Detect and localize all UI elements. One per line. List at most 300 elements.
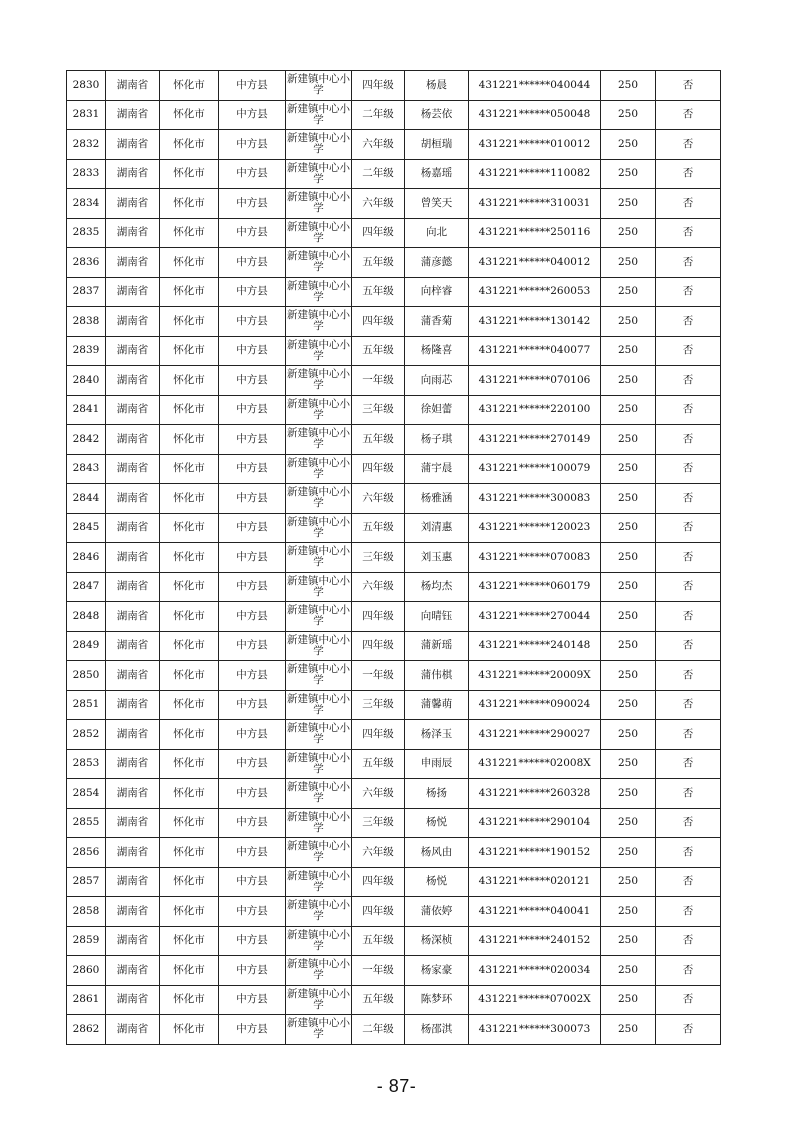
student-name-cell: 杨泽玉 [405, 720, 469, 750]
student-name-cell: 向雨芯 [405, 366, 469, 396]
id-number-cell: 431221******110082 [469, 159, 601, 189]
county-cell: 中方县 [219, 602, 286, 632]
county-cell: 中方县 [219, 218, 286, 248]
student-name-cell: 刘玉惠 [405, 543, 469, 573]
amount-cell: 250 [601, 307, 656, 337]
student-name-cell: 杨隆喜 [405, 336, 469, 366]
id-number-cell: 431221******250116 [469, 218, 601, 248]
grade-cell: 六年级 [352, 130, 405, 160]
province-cell: 湖南省 [106, 779, 160, 809]
row-number-cell: 2857 [67, 867, 106, 897]
row-number-cell: 2847 [67, 572, 106, 602]
id-number-cell: 431221******130142 [469, 307, 601, 337]
student-name-cell: 蒲依婷 [405, 897, 469, 927]
city-cell: 怀化市 [160, 366, 219, 396]
amount-cell: 250 [601, 425, 656, 455]
flag-cell: 否 [656, 661, 721, 691]
id-number-cell: 431221******090024 [469, 690, 601, 720]
grade-cell: 五年级 [352, 749, 405, 779]
grade-cell: 五年级 [352, 277, 405, 307]
school-cell: 新建镇中心小学 [286, 838, 352, 868]
flag-cell: 否 [656, 867, 721, 897]
school-cell: 新建镇中心小学 [286, 336, 352, 366]
county-cell: 中方县 [219, 720, 286, 750]
id-number-cell: 431221******20009X [469, 661, 601, 691]
id-number-cell: 431221******040044 [469, 71, 601, 101]
city-cell: 怀化市 [160, 1015, 219, 1045]
row-number-cell: 2850 [67, 661, 106, 691]
city-cell: 怀化市 [160, 572, 219, 602]
table-row [67, 1015, 721, 1045]
province-cell: 湖南省 [106, 808, 160, 838]
table-row [67, 779, 721, 809]
school-cell: 新建镇中心小学 [286, 189, 352, 219]
id-number-cell: 431221******310031 [469, 189, 601, 219]
flag-cell: 否 [656, 926, 721, 956]
county-cell: 中方县 [219, 1015, 286, 1045]
city-cell: 怀化市 [160, 100, 219, 130]
grade-cell: 三年级 [352, 543, 405, 573]
county-cell: 中方县 [219, 277, 286, 307]
city-cell: 怀化市 [160, 631, 219, 661]
grade-cell: 四年级 [352, 897, 405, 927]
id-number-cell: 431221******300073 [469, 1015, 601, 1045]
table-row [67, 307, 721, 337]
province-cell: 湖南省 [106, 395, 160, 425]
province-cell: 湖南省 [106, 71, 160, 101]
student-name-cell: 曾笑天 [405, 189, 469, 219]
school-cell: 新建镇中心小学 [286, 395, 352, 425]
id-number-cell: 431221******300083 [469, 484, 601, 514]
school-cell: 新建镇中心小学 [286, 867, 352, 897]
grade-cell: 五年级 [352, 513, 405, 543]
student-name-cell: 申雨辰 [405, 749, 469, 779]
school-cell: 新建镇中心小学 [286, 631, 352, 661]
school-cell: 新建镇中心小学 [286, 956, 352, 986]
city-cell: 怀化市 [160, 336, 219, 366]
flag-cell: 否 [656, 602, 721, 632]
row-number-cell: 2839 [67, 336, 106, 366]
school-cell: 新建镇中心小学 [286, 71, 352, 101]
city-cell: 怀化市 [160, 130, 219, 160]
row-number-cell: 2844 [67, 484, 106, 514]
school-cell: 新建镇中心小学 [286, 690, 352, 720]
city-cell: 怀化市 [160, 867, 219, 897]
province-cell: 湖南省 [106, 100, 160, 130]
student-name-cell: 蒲香菊 [405, 307, 469, 337]
amount-cell: 250 [601, 690, 656, 720]
grade-cell: 一年级 [352, 956, 405, 986]
table-row [67, 395, 721, 425]
table-row [67, 985, 721, 1015]
province-cell: 湖南省 [106, 867, 160, 897]
row-number-cell: 2854 [67, 779, 106, 809]
province-cell: 湖南省 [106, 956, 160, 986]
amount-cell: 250 [601, 71, 656, 101]
city-cell: 怀化市 [160, 307, 219, 337]
flag-cell: 否 [656, 749, 721, 779]
id-number-cell: 431221******270044 [469, 602, 601, 632]
amount-cell: 250 [601, 749, 656, 779]
table-row [67, 513, 721, 543]
student-name-cell: 杨邵淇 [405, 1015, 469, 1045]
row-number-cell: 2830 [67, 71, 106, 101]
flag-cell: 否 [656, 395, 721, 425]
flag-cell: 否 [656, 897, 721, 927]
county-cell: 中方县 [219, 100, 286, 130]
table-row [67, 631, 721, 661]
amount-cell: 250 [601, 661, 656, 691]
flag-cell: 否 [656, 985, 721, 1015]
table-row [67, 366, 721, 396]
id-number-cell: 431221******010012 [469, 130, 601, 160]
school-cell: 新建镇中心小学 [286, 218, 352, 248]
table-row [67, 336, 721, 366]
school-cell: 新建镇中心小学 [286, 159, 352, 189]
flag-cell: 否 [656, 189, 721, 219]
row-number-cell: 2842 [67, 425, 106, 455]
city-cell: 怀化市 [160, 838, 219, 868]
city-cell: 怀化市 [160, 277, 219, 307]
flag-cell: 否 [656, 307, 721, 337]
city-cell: 怀化市 [160, 425, 219, 455]
county-cell: 中方县 [219, 71, 286, 101]
table-row [67, 130, 721, 160]
province-cell: 湖南省 [106, 749, 160, 779]
grade-cell: 五年级 [352, 248, 405, 278]
id-number-cell: 431221******040012 [469, 248, 601, 278]
city-cell: 怀化市 [160, 749, 219, 779]
province-cell: 湖南省 [106, 159, 160, 189]
amount-cell: 250 [601, 631, 656, 661]
province-cell: 湖南省 [106, 838, 160, 868]
county-cell: 中方县 [219, 838, 286, 868]
province-cell: 湖南省 [106, 277, 160, 307]
amount-cell: 250 [601, 808, 656, 838]
grade-cell: 三年级 [352, 690, 405, 720]
grade-cell: 一年级 [352, 661, 405, 691]
county-cell: 中方县 [219, 779, 286, 809]
province-cell: 湖南省 [106, 484, 160, 514]
table-body [67, 71, 721, 1045]
table-row [67, 956, 721, 986]
row-number-cell: 2843 [67, 454, 106, 484]
grade-cell: 二年级 [352, 100, 405, 130]
county-cell: 中方县 [219, 307, 286, 337]
id-number-cell: 431221******100079 [469, 454, 601, 484]
city-cell: 怀化市 [160, 720, 219, 750]
student-name-cell: 杨深桢 [405, 926, 469, 956]
amount-cell: 250 [601, 1015, 656, 1045]
student-name-cell: 胡桓瑞 [405, 130, 469, 160]
grade-cell: 五年级 [352, 425, 405, 455]
grade-cell: 六年级 [352, 572, 405, 602]
student-name-cell: 杨子琪 [405, 425, 469, 455]
student-name-cell: 蒲伟棋 [405, 661, 469, 691]
amount-cell: 250 [601, 867, 656, 897]
row-number-cell: 2853 [67, 749, 106, 779]
row-number-cell: 2858 [67, 897, 106, 927]
county-cell: 中方县 [219, 690, 286, 720]
student-name-cell: 杨晨 [405, 71, 469, 101]
flag-cell: 否 [656, 808, 721, 838]
province-cell: 湖南省 [106, 572, 160, 602]
id-number-cell: 431221******020034 [469, 956, 601, 986]
county-cell: 中方县 [219, 454, 286, 484]
row-number-cell: 2834 [67, 189, 106, 219]
amount-cell: 250 [601, 602, 656, 632]
school-cell: 新建镇中心小学 [286, 926, 352, 956]
county-cell: 中方县 [219, 425, 286, 455]
grade-cell: 二年级 [352, 1015, 405, 1045]
id-number-cell: 431221******260328 [469, 779, 601, 809]
county-cell: 中方县 [219, 897, 286, 927]
school-cell: 新建镇中心小学 [286, 248, 352, 278]
school-cell: 新建镇中心小学 [286, 1015, 352, 1045]
amount-cell: 250 [601, 130, 656, 160]
table-row [67, 867, 721, 897]
student-name-cell: 向梓睿 [405, 277, 469, 307]
table-row [67, 661, 721, 691]
row-number-cell: 2848 [67, 602, 106, 632]
flag-cell: 否 [656, 779, 721, 809]
county-cell: 中方县 [219, 661, 286, 691]
table-row [67, 218, 721, 248]
province-cell: 湖南省 [106, 130, 160, 160]
city-cell: 怀化市 [160, 189, 219, 219]
amount-cell: 250 [601, 189, 656, 219]
table-row [67, 572, 721, 602]
student-name-cell: 杨芸依 [405, 100, 469, 130]
amount-cell: 250 [601, 484, 656, 514]
table-row [67, 248, 721, 278]
flag-cell: 否 [656, 425, 721, 455]
county-cell: 中方县 [219, 749, 286, 779]
flag-cell: 否 [656, 454, 721, 484]
county-cell: 中方县 [219, 543, 286, 573]
amount-cell: 250 [601, 985, 656, 1015]
table-row [67, 543, 721, 573]
flag-cell: 否 [656, 366, 721, 396]
student-name-cell: 刘清惠 [405, 513, 469, 543]
flag-cell: 否 [656, 218, 721, 248]
id-number-cell: 431221******02008X [469, 749, 601, 779]
student-name-cell: 杨均杰 [405, 572, 469, 602]
school-cell: 新建镇中心小学 [286, 661, 352, 691]
province-cell: 湖南省 [106, 897, 160, 927]
city-cell: 怀化市 [160, 395, 219, 425]
city-cell: 怀化市 [160, 248, 219, 278]
province-cell: 湖南省 [106, 336, 160, 366]
amount-cell: 250 [601, 838, 656, 868]
student-name-cell: 杨风由 [405, 838, 469, 868]
table-row [67, 749, 721, 779]
county-cell: 中方县 [219, 631, 286, 661]
city-cell: 怀化市 [160, 779, 219, 809]
grade-cell: 三年级 [352, 395, 405, 425]
province-cell: 湖南省 [106, 307, 160, 337]
table-row [67, 100, 721, 130]
row-number-cell: 2845 [67, 513, 106, 543]
student-name-cell: 蒲新瑶 [405, 631, 469, 661]
school-cell: 新建镇中心小学 [286, 749, 352, 779]
grade-cell: 五年级 [352, 926, 405, 956]
school-cell: 新建镇中心小学 [286, 572, 352, 602]
grade-cell: 四年级 [352, 71, 405, 101]
province-cell: 湖南省 [106, 513, 160, 543]
student-name-cell: 向晴钰 [405, 602, 469, 632]
row-number-cell: 2838 [67, 307, 106, 337]
id-number-cell: 431221******290027 [469, 720, 601, 750]
flag-cell: 否 [656, 71, 721, 101]
county-cell: 中方县 [219, 395, 286, 425]
school-cell: 新建镇中心小学 [286, 513, 352, 543]
grade-cell: 五年级 [352, 985, 405, 1015]
page-number: - 87- [376, 1076, 417, 1096]
flag-cell: 否 [656, 484, 721, 514]
row-number-cell: 2836 [67, 248, 106, 278]
table-row [67, 454, 721, 484]
school-cell: 新建镇中心小学 [286, 779, 352, 809]
flag-cell: 否 [656, 513, 721, 543]
grade-cell: 四年级 [352, 867, 405, 897]
flag-cell: 否 [656, 277, 721, 307]
row-number-cell: 2841 [67, 395, 106, 425]
student-name-cell: 杨家豪 [405, 956, 469, 986]
school-cell: 新建镇中心小学 [286, 808, 352, 838]
id-number-cell: 431221******190152 [469, 838, 601, 868]
grade-cell: 六年级 [352, 189, 405, 219]
school-cell: 新建镇中心小学 [286, 130, 352, 160]
grade-cell: 四年级 [352, 454, 405, 484]
county-cell: 中方县 [219, 808, 286, 838]
province-cell: 湖南省 [106, 425, 160, 455]
table-row [67, 690, 721, 720]
city-cell: 怀化市 [160, 602, 219, 632]
amount-cell: 250 [601, 720, 656, 750]
grade-cell: 六年级 [352, 779, 405, 809]
grade-cell: 四年级 [352, 602, 405, 632]
id-number-cell: 431221******070106 [469, 366, 601, 396]
grade-cell: 五年级 [352, 336, 405, 366]
id-number-cell: 431221******07002X [469, 985, 601, 1015]
flag-cell: 否 [656, 572, 721, 602]
student-name-cell: 杨扬 [405, 779, 469, 809]
amount-cell: 250 [601, 779, 656, 809]
flag-cell: 否 [656, 631, 721, 661]
school-cell: 新建镇中心小学 [286, 985, 352, 1015]
county-cell: 中方县 [219, 159, 286, 189]
flag-cell: 否 [656, 248, 721, 278]
school-cell: 新建镇中心小学 [286, 484, 352, 514]
id-number-cell: 431221******050048 [469, 100, 601, 130]
flag-cell: 否 [656, 543, 721, 573]
row-number-cell: 2851 [67, 690, 106, 720]
flag-cell: 否 [656, 720, 721, 750]
amount-cell: 250 [601, 513, 656, 543]
school-cell: 新建镇中心小学 [286, 425, 352, 455]
school-cell: 新建镇中心小学 [286, 366, 352, 396]
table-row [67, 720, 721, 750]
amount-cell: 250 [601, 926, 656, 956]
province-cell: 湖南省 [106, 690, 160, 720]
id-number-cell: 431221******240152 [469, 926, 601, 956]
province-cell: 湖南省 [106, 631, 160, 661]
amount-cell: 250 [601, 366, 656, 396]
student-name-cell: 徐妲蕾 [405, 395, 469, 425]
province-cell: 湖南省 [106, 602, 160, 632]
row-number-cell: 2832 [67, 130, 106, 160]
id-number-cell: 431221******260053 [469, 277, 601, 307]
school-cell: 新建镇中心小学 [286, 602, 352, 632]
grade-cell: 四年级 [352, 631, 405, 661]
row-number-cell: 2835 [67, 218, 106, 248]
county-cell: 中方县 [219, 867, 286, 897]
table-row [67, 277, 721, 307]
city-cell: 怀化市 [160, 956, 219, 986]
flag-cell: 否 [656, 1015, 721, 1045]
amount-cell: 250 [601, 248, 656, 278]
county-cell: 中方县 [219, 366, 286, 396]
amount-cell: 250 [601, 454, 656, 484]
province-cell: 湖南省 [106, 543, 160, 573]
id-number-cell: 431221******070083 [469, 543, 601, 573]
row-number-cell: 2859 [67, 926, 106, 956]
province-cell: 湖南省 [106, 926, 160, 956]
row-number-cell: 2840 [67, 366, 106, 396]
grade-cell: 二年级 [352, 159, 405, 189]
student-name-cell: 陈梦环 [405, 985, 469, 1015]
row-number-cell: 2861 [67, 985, 106, 1015]
row-number-cell: 2862 [67, 1015, 106, 1045]
province-cell: 湖南省 [106, 248, 160, 278]
flag-cell: 否 [656, 838, 721, 868]
id-number-cell: 431221******290104 [469, 808, 601, 838]
province-cell: 湖南省 [106, 218, 160, 248]
amount-cell: 250 [601, 395, 656, 425]
table-row [67, 71, 721, 101]
province-cell: 湖南省 [106, 1015, 160, 1045]
amount-cell: 250 [601, 277, 656, 307]
id-number-cell: 431221******040041 [469, 897, 601, 927]
table-row [67, 425, 721, 455]
grade-cell: 六年级 [352, 484, 405, 514]
row-number-cell: 2856 [67, 838, 106, 868]
amount-cell: 250 [601, 956, 656, 986]
city-cell: 怀化市 [160, 985, 219, 1015]
id-number-cell: 431221******060179 [469, 572, 601, 602]
table-row [67, 808, 721, 838]
flag-cell: 否 [656, 956, 721, 986]
student-name-cell: 杨悦 [405, 867, 469, 897]
amount-cell: 250 [601, 572, 656, 602]
flag-cell: 否 [656, 690, 721, 720]
student-name-cell: 向北 [405, 218, 469, 248]
table-row [67, 838, 721, 868]
table-row [67, 897, 721, 927]
row-number-cell: 2860 [67, 956, 106, 986]
student-name-cell: 杨嘉瑶 [405, 159, 469, 189]
city-cell: 怀化市 [160, 71, 219, 101]
county-cell: 中方县 [219, 956, 286, 986]
school-cell: 新建镇中心小学 [286, 277, 352, 307]
amount-cell: 250 [601, 100, 656, 130]
table-row [67, 926, 721, 956]
amount-cell: 250 [601, 218, 656, 248]
county-cell: 中方县 [219, 926, 286, 956]
row-number-cell: 2855 [67, 808, 106, 838]
row-number-cell: 2852 [67, 720, 106, 750]
